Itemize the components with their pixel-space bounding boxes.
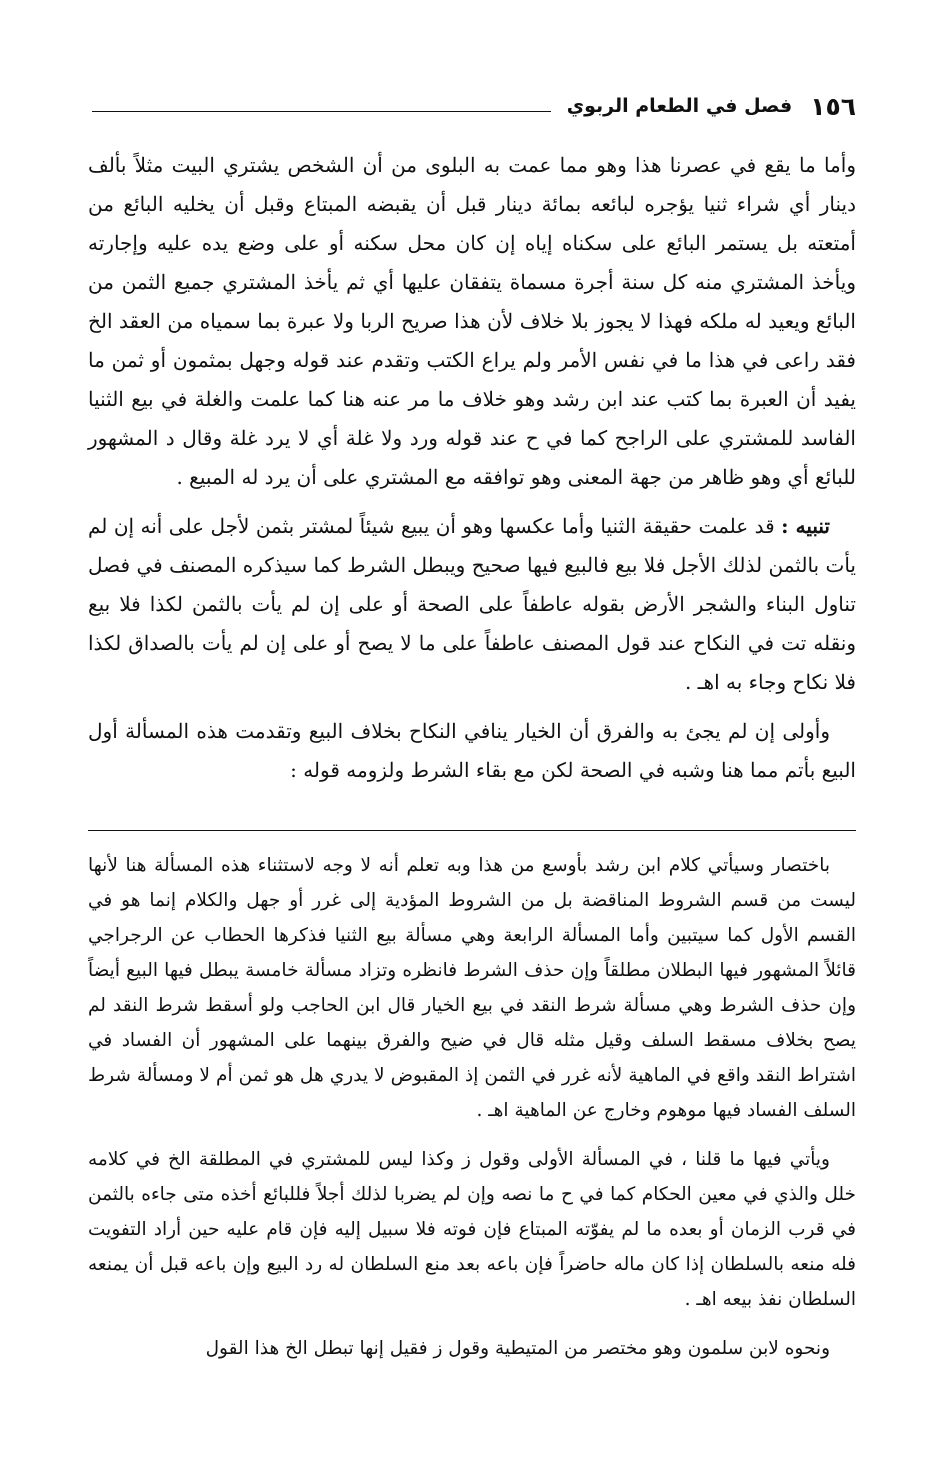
- main-paragraph-3: وأولى إن لم يجئ به والفرق أن الخيار ينافي النكاح بخلاف البيع وتقدمت هذه المسألة أول البيع بأتم مما هنا وشبه في الصحة لكن مع بقاء الشرط ولزومه قوله :: [88, 719, 856, 782]
- tanbih-label: تنبيه :: [781, 514, 830, 538]
- page-number: ١٥٦: [810, 91, 856, 121]
- footnote-paragraph-3: ونحوه لابن سلمون وهو مختصر من المتيطية وقول ز فقيل إنها تبطل الخ هذا القول: [205, 1338, 830, 1359]
- header-rule: [92, 111, 551, 112]
- footnote-separator: [88, 830, 856, 831]
- main-paragraph-2-text: قد علمت حقيقة الثنيا وأما عكسها وهو أن يبيع شيئاً لمشتر بثمن لأجل على أنه إن لم يأت بالثمن لذلك الأجل فلا بيع فالبيع فيها صحيح ويبطل الشرط كما سيذكره المصنف في فصل تناول البناء والشجر الأرض بقوله عاطفاً على الصحة أو على إن لم يأت بالثمن لكذا فلا بيع ونقله تت في النكاح عند قول المصنف عاطفاً على ما لا يصح أو على إن لم يأت بالصداق لكذا فلا نكاح وجاء به اهـ .: [88, 514, 856, 694]
- main-text: [88, 146, 856, 800]
- footnotes: [88, 848, 856, 1380]
- running-head: [92, 88, 856, 124]
- main-paragraph-1: وأما ما يقع في عصرنا هذا وهو مما عمت به البلوى من أن الشخص يشتري البيت مثلاً بألف دينار أي شراء ثنيا يؤجره لبائعه بمائة دينار قبل أن يقبضه المبتاع وقبل أن يخليه البائع من أمتعته بل يستمر البائع على سكناه إياه إن كان محل سكنه أو على وضع يده عليه وإجارته ويأخذ المشتري منه كل سنة أجرة مسماة يتفقان عليها أي ثم يأخذ المشتري جميع الثمن من البائع ويعيد له ملكه فهذا لا يجوز بلا خلاف لأن هذا صريح الربا ولا عبرة بما سمياه من العقد الخ فقد راعى في هذا ما في نفس الأمر ولم يراع الكتب وتقدم عند قوله وجهل بمثمون أو ثمن ما يفيد أن العبرة بما كتب عند ابن رشد وهو خلاف ما مر عنه هنا كما علمت والغلة في بيع الثنيا الفاسد للمشتري على الراجح كما في ح عند قوله ورد ولا غلة أي لا يرد غلة وقال د المشهور للبائع أي وهو ظاهر من جهة المعنى وهو توافقه مع المشتري على أن يرد له المبيع .: [88, 153, 856, 489]
- footnote-paragraph-1: باختصار وسيأتي كلام ابن رشد بأوسع من هذا وبه تعلم أنه لا وجه لاستثناء هذه المسألة هنا لأنها ليست من قسم الشروط المناقضة بل من الشروط المؤدية إلى غرر أو جهل والكلام إنما هو في القسم الأول كما سيتبين وأما المسألة الرابعة وهي مسألة بيع الثنيا فذكرها الحطاب عن الرجراجي قائلاً المشهور فيها البطلان مطلقاً وإن حذف الشرط فانظره وتزاد مسألة خامسة يبطل فيها البيع أيضاً وإن حذف الشرط وهي مسألة شرط النقد في بيع الخيار قال ابن الحاجب ولو أسقط شرط النقد لم يصح بخلاف مسقط السلف وقيل مثله قال في ضيح والفرق بينهما على المشهور أن الفساد في اشتراط النقد واقع في الماهية لأنه غرر في الثمن إذ المقبوض لا يدري هل هو ثمن أم لا ومسألة شرط السلف الفساد فيها موهوم وخارج عن الماهية اهـ .: [88, 855, 856, 1121]
- main-paragraph-2: [88, 507, 856, 702]
- footnote-paragraph-2: ويأتي فيها ما قلنا ، في المسألة الأولى وقول ز وكذا ليس للمشتري في المطلقة الخ في كلامه خلل والذي في معين الحكام كما في ح ما نصه وإن لم يضربا لذلك أجلاً فللبائع أخذه متى جاءه بالثمن في قرب الزمان أو بعده ما لم يفوّته المبتاع فإن فوته فلا سبيل إليه فإن قام عليه حين أراد التفويت فله منعه بالسلطان إذا كان ماله حاضراً فإن باعه بعد منع السلطان له رد البيع وإن باعه قبل أن يمنعه السلطان نفذ بيعه اهـ .: [88, 1149, 856, 1310]
- chapter-title: فصل في الطعام الربوي: [566, 95, 793, 117]
